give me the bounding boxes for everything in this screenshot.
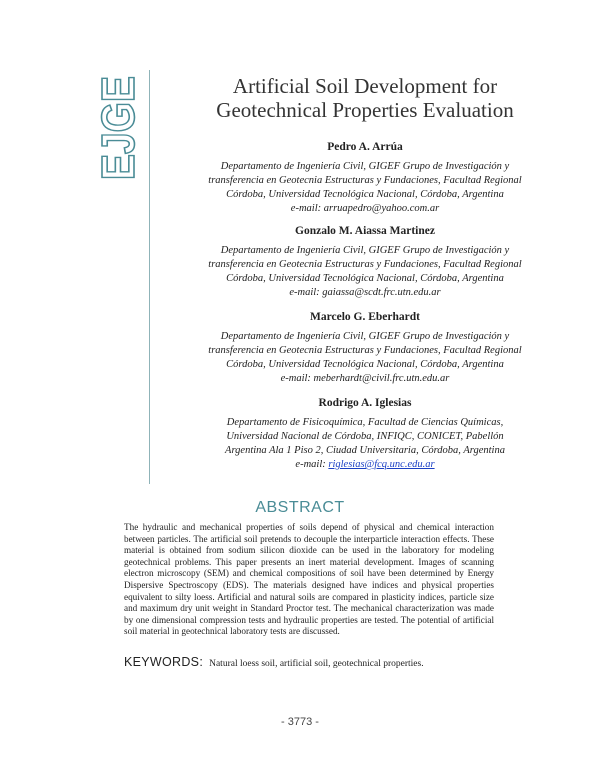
logo-divider-line (149, 70, 150, 484)
affiliation-line: Córdoba, Universidad Tecnológica Nacional, Córdoba, Argentina (226, 189, 504, 200)
author-name: Gonzalo M. Aiassa Martinez (295, 225, 435, 237)
author-block-4 (160, 396, 570, 472)
author-affiliation (160, 330, 570, 386)
title-line-1: Artificial Soil Development for (232, 74, 498, 98)
author-name: Rodrigo A. Iglesias (318, 397, 412, 409)
affiliation-line: Departamento de Ingeniería Civil, GIGEF Grupo de Investigación y (220, 245, 510, 256)
author-block-2 (160, 224, 570, 300)
ejge-logo-graphic (92, 57, 144, 184)
email-text: gaiassa@scdt.frc.utn.edu.ar (322, 287, 441, 298)
author-email: e-mail: gaiassa@scdt.frc.utn.edu.ar (289, 287, 441, 298)
email-text: arruapedro@yahoo.com.ar (323, 203, 440, 214)
author-affiliation (160, 160, 570, 216)
affiliation-line: Departamento de Ingeniería Civil, GIGEF Grupo de Investigación y (220, 331, 510, 342)
keywords-label: KEYWORDS: (124, 655, 204, 669)
page-number: - 3773 - (281, 716, 319, 728)
affiliation-line: transferencia en Geotecnia Estructuras y Fundaciones, Facultad Regional (208, 345, 522, 356)
logo-text: EJGE (92, 57, 144, 180)
author-block-1 (160, 140, 570, 216)
paper-title (160, 74, 570, 122)
abstract-text: The hydraulic and mechanical properties of soils depend of physical and chemical interaction between particles. The artificial soil pretends to decouple the interparticle interaction effects. These material is obtained from sodium silicon dioxide can be used in the laboratory for modeling geotechnical problems. This paper presents an inert material development. Images of scanning electron microscopy (SEM) and chemical compositions of soil have been determined by Energy Dispersive Spectroscopy (EDS). The materials designed have indices and physical properties equivalent to silty loess. Artificial and natural soils are compared in plasticity indices, particle size and maximum dry unit weight in Standard Proctor test. The mechanical characterization was made by one dimensional compression tests and hydraulic properties are tested. The potential of artificial soil material in geotechnical laboratory tests are discussed. (124, 522, 494, 637)
email-link[interactable]: riglesias@fcq.unc.edu.ar (328, 459, 435, 470)
author-name: Marcelo G. Eberhardt (310, 311, 420, 323)
affiliation-line: Córdoba, Universidad Tecnológica Nacional, Córdoba, Argentina (226, 359, 504, 370)
author-block-3 (160, 310, 570, 386)
author-affiliation (160, 244, 570, 300)
affiliation-line: Departamento de Fisicoquímica, Facultad de Ciencias Químicas, (226, 417, 504, 428)
affiliation-line: Universidad Nacional de Córdoba, INFIQC, CONICET, Pabellón (226, 431, 504, 442)
author-email: e-mail: riglesias@fcq.unc.edu.ar (295, 459, 435, 470)
affiliation-line: Córdoba, Universidad Tecnológica Nacional, Córdoba, Argentina (226, 273, 504, 284)
affiliation-line: transferencia en Geotecnia Estructuras y Fundaciones, Facultad Regional (208, 259, 522, 270)
author-email: e-mail: meberhardt@civil.frc.utn.edu.ar (280, 373, 450, 384)
affiliation-line: Departamento de Ingeniería Civil, GIGEF Grupo de Investigación y (220, 161, 510, 172)
author-name: Pedro A. Arrúa (327, 141, 403, 153)
keywords-line (124, 653, 524, 671)
author-affiliation (160, 416, 570, 472)
affiliation-line: transferencia en Geotecnia Estructuras y Fundaciones, Facultad Regional (208, 175, 522, 186)
abstract-heading: ABSTRACT (255, 499, 345, 516)
author-email: e-mail: arruapedro@yahoo.com.ar (290, 203, 440, 214)
title-line-2: Geotechnical Properties Evaluation (216, 98, 514, 122)
affiliation-line: Argentina Ala 1 Piso 2, Ciudad Universitaria, Córdoba, Argentina (225, 445, 505, 456)
journal-logo (92, 57, 144, 184)
keywords-text: Natural loess soil, artificial soil, geotechnical properties. (209, 659, 424, 669)
email-text: meberhardt@civil.frc.utn.edu.ar (313, 373, 450, 384)
